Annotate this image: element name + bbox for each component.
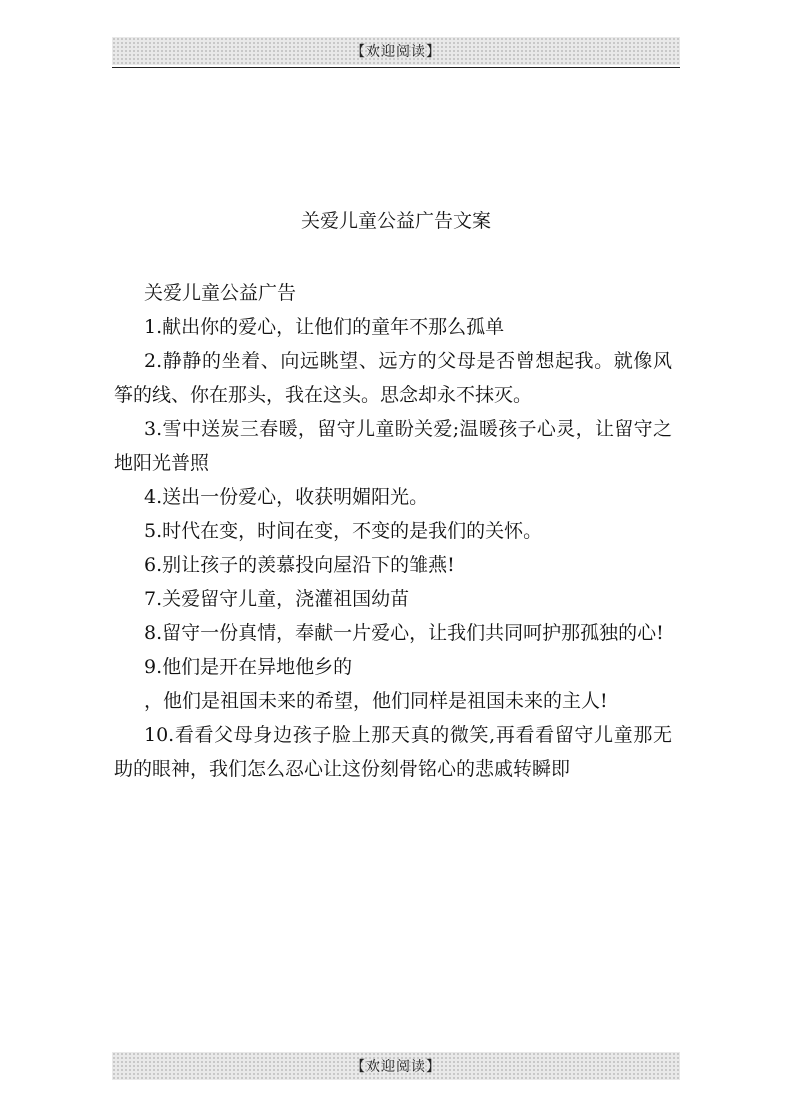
paragraph-item-6: 6.别让孩子的羡慕投向屋沿下的雏燕! bbox=[144, 554, 455, 576]
paragraph-item-9: 9.他们是开在异地他乡的 bbox=[144, 656, 353, 678]
paragraph-item-5: 5.时代在变，时间在变，不变的是我们的关怀。 bbox=[144, 520, 543, 542]
footer-banner-text: 【欢迎阅读】 bbox=[351, 1059, 441, 1075]
paragraph-item-10: 10.看看父母身边孩子脸上那天真的微笑,再看看留守儿童那无助的眼神，我们怎么忍心让这份刻骨铭心的悲戚转瞬即 bbox=[114, 724, 672, 780]
header-banner bbox=[112, 37, 680, 65]
paragraph-item-8: 8.留守一份真情，奉献一片爱心，让我们共同呵护那孤独的心! bbox=[144, 622, 664, 644]
header-banner-text: 【欢迎阅读】 bbox=[351, 44, 441, 60]
paragraph-item-4: 4.送出一份爱心，收获明媚阳光。 bbox=[144, 486, 429, 508]
paragraph-item-9-continued: ，他们是祖国未来的希望，他们同样是祖国未来的主人! bbox=[144, 690, 608, 712]
document-title: 关爱儿童公益广告文案 bbox=[300, 210, 491, 232]
header-divider bbox=[112, 67, 680, 68]
paragraph-item-1: 1.献出你的爱心，让他们的童年不那么孤单 bbox=[144, 316, 505, 338]
paragraph-item-3: 3.雪中送炭三春暖，留守儿童盼关爱;温暖孩子心灵，让留守之地阳光普照 bbox=[114, 418, 672, 474]
paragraph-subtitle: 关爱儿童公益广告 bbox=[144, 282, 297, 304]
document-body bbox=[114, 276, 672, 786]
footer-banner bbox=[112, 1052, 680, 1080]
paragraph-item-7: 7.关爱留守儿童，浇灌祖国幼苗 bbox=[144, 588, 410, 610]
paragraph-item-2: 2.静静的坐着、向远眺望、远方的父母是否曾想起我。就像风筝的线、你在那头，我在这头。思念却永不抹灭。 bbox=[114, 350, 672, 406]
